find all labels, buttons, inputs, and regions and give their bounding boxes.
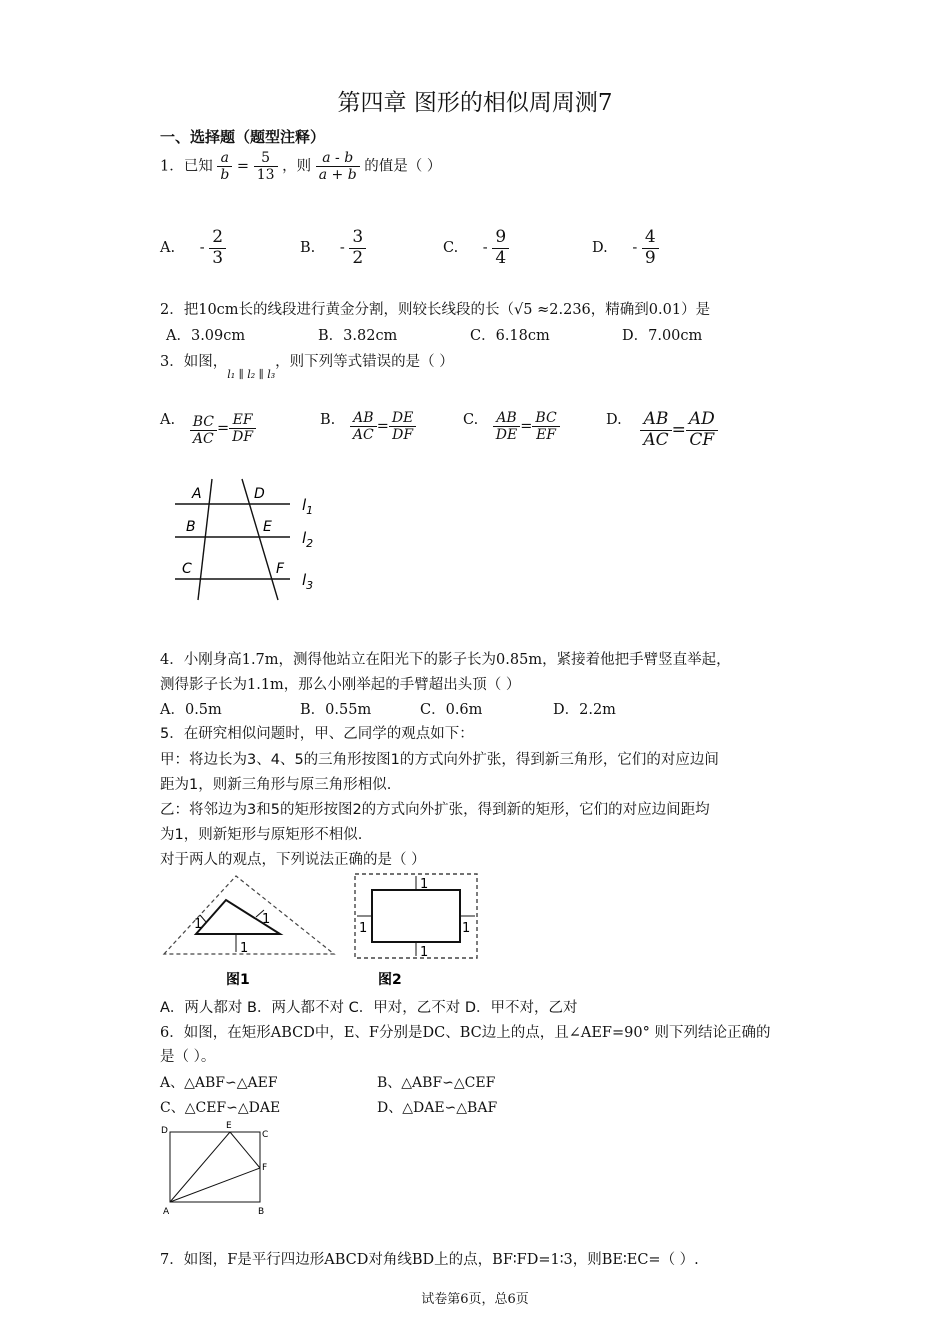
figure-1-triangle	[160, 872, 338, 992]
q2-option-d[interactable]: D．7.00cm	[622, 328, 703, 344]
distance-label-left: 1	[194, 917, 203, 932]
question-5-line-4: 乙：将邻边为3和5的矩形按图2的方式向外扩张，得到新的矩形，它们的对应边间距均	[160, 802, 710, 818]
q2-option-c[interactable]: C．6.18cm	[470, 328, 550, 344]
question-6-line-2: 是（ ）。	[160, 1049, 216, 1065]
question-2: 2．把10cm长的线段进行黄金分割，则较长线段的长（√5 ≈2.236，精确到0.01）是	[160, 302, 711, 318]
vertex-label-a: A	[163, 1207, 170, 1217]
vertex-label-b: B	[258, 1207, 265, 1217]
point-label-e: E	[263, 519, 272, 535]
rectangle-abcd-figure	[158, 1118, 278, 1218]
point-label-a: A	[192, 486, 202, 502]
distance-label-bottom: 1	[240, 941, 249, 956]
q4-option-d[interactable]: D．2.2m	[553, 702, 616, 718]
vertex-label-f: F	[262, 1163, 268, 1173]
question-7: 7．如图，F是平行四边形ABCD对角线BD上的点，BF∶FD=1∶3，则BE∶EC=（ ）.	[160, 1252, 699, 1268]
q4-option-c[interactable]: C．0.6m	[420, 702, 483, 718]
question-1: 1．已知 $\frac{a}{b}$ = $\frac{5}{13}$ ，则 $\frac{a - b}{a + b}$ 的值是（ ）	[160, 150, 442, 184]
question-6-line-1: 6．如图，在矩形ABCD中，E、F分别是DC、BC边上的点，且∠AEF=90° 则下列结论正确的	[160, 1025, 771, 1041]
line-label-l2: $l_2$	[302, 529, 314, 550]
question-4-line-2: 测得影子长为1.1m，那么小刚举起的手臂超出头顶（ ）	[160, 677, 521, 693]
question-5-line-2: 甲：将边长为3、4、5的三角形按图1的方式向外扩张，得到新三角形，它们的对应边间	[160, 752, 719, 768]
page-title: 第四章 图形的相似周周测7	[337, 90, 613, 116]
question-5-line-6: 对于两人的观点，下列说法正确的是（ ）	[160, 852, 426, 868]
q1-prefix: 1．已知	[160, 158, 213, 175]
line-label-l1: $l_1$	[302, 496, 314, 517]
q1-given-fraction-a: $\frac{a}{b}$	[217, 150, 232, 183]
point-label-c: C	[182, 561, 192, 577]
parallel-condition: l₁ ∥ l₂ ∥ l₃	[227, 368, 276, 381]
vertex-label-c: C	[262, 1130, 269, 1140]
parallel-lines-figure	[170, 476, 330, 604]
q5-options[interactable]: A．两人都对 B．两人都不对 C．甲对，乙不对 D．甲不对，乙对	[160, 1000, 578, 1016]
figure-1-label: 图1	[226, 972, 250, 988]
q1-given-fraction-b: $\frac{5}{13}$	[254, 150, 278, 183]
q4-option-a[interactable]: A．0.5m	[160, 702, 222, 718]
vertex-label-e: E	[226, 1121, 232, 1131]
line-label-l3: $l_3$	[302, 571, 314, 592]
q6-option-b[interactable]: B、△ABF∽△CEF	[377, 1075, 496, 1091]
question-5-line-3: 距为1，则新三角形与原三角形相似.	[160, 777, 392, 793]
q1-expression: $\frac{a - b}{a + b}$	[316, 150, 360, 183]
question-4-line-1: 4．小刚身高1.7m，测得他站立在阳光下的影子长为0.85m，紧接着他把手臂竖直举起，	[160, 652, 731, 668]
q1-option-c[interactable]: C. - $\frac{9}{4}$	[443, 228, 509, 268]
page-footer: 试卷第6页，总6页	[421, 1292, 529, 1307]
distance-label-right-2: 1	[462, 921, 471, 936]
q1-option-a[interactable]: A. - $\frac{2}{3}$	[160, 228, 226, 268]
q6-option-d[interactable]: D、△DAE∽△BAF	[377, 1100, 498, 1116]
figure-2-label: 图2	[378, 972, 402, 988]
vertex-label-d: D	[161, 1126, 168, 1136]
section-heading: 一、选择题（题型注释）	[160, 128, 326, 146]
q2-option-a[interactable]: A．3.09cm	[166, 328, 246, 344]
segment-af	[170, 1168, 260, 1202]
q1-option-d[interactable]: D. - $\frac{4}{9}$	[592, 228, 659, 268]
inner-rectangle	[372, 890, 460, 942]
distance-label-bottom-2: 1	[420, 945, 429, 960]
point-label-b: B	[186, 519, 196, 535]
q3-option-a[interactable]: A. $\frac{BC}{AC}$ = $\frac{EF}{DF}$	[160, 410, 256, 447]
q4-option-b[interactable]: B．0.55m	[300, 702, 372, 718]
q6-option-c[interactable]: C、△CEF∽△DAE	[160, 1100, 281, 1116]
segment-ef	[230, 1132, 260, 1168]
sqrt-five-approx: √5 ≈2.236	[514, 302, 591, 318]
q3-option-d[interactable]: D. $\frac{AB}{AC}$ = $\frac{AD}{CF}$	[606, 410, 718, 450]
question-5-line-5: 为1，则新矩形与原矩形不相似.	[160, 827, 363, 843]
q3-option-b[interactable]: B. $\frac{AB}{AC}$ = $\frac{DE}{DF}$	[320, 410, 416, 443]
q3-option-c[interactable]: C. $\frac{AB}{DE}$ = $\frac{BC}{EF}$	[463, 410, 560, 443]
point-label-d: D	[254, 486, 265, 502]
segment-ae	[170, 1132, 230, 1202]
q6-option-a[interactable]: A、△ABF∽△AEF	[160, 1075, 278, 1091]
question-3: 3．如图，$_{l_1 \parallel l_2 \parallel l_3}$，则下列等式错误的是（ ）	[160, 354, 454, 381]
rectangle-abcd	[170, 1132, 260, 1202]
point-label-f: F	[276, 561, 285, 577]
q2-option-b[interactable]: B．3.82cm	[318, 328, 398, 344]
distance-label-right: 1	[262, 912, 271, 927]
question-5-line-1: 5．在研究相似问题时，甲、乙同学的观点如下：	[160, 726, 474, 742]
q1-option-b[interactable]: B. - $\frac{3}{2}$	[300, 228, 366, 268]
distance-label-left-2: 1	[359, 921, 368, 936]
distance-label-top: 1	[420, 877, 429, 892]
figure-2-rectangle	[352, 872, 482, 992]
